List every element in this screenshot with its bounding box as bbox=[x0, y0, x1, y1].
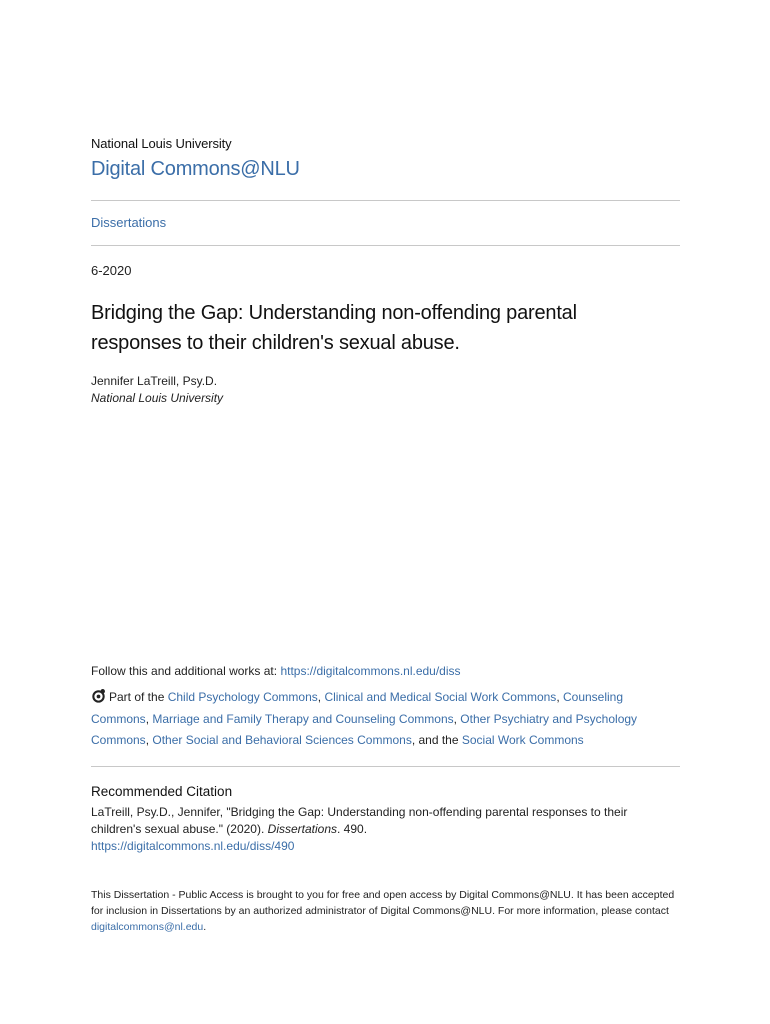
discipline-link[interactable]: Other Psychiatry and Psychology Commons bbox=[91, 711, 638, 747]
discipline-link[interactable]: Clinical and Medical Social Work Commons bbox=[324, 690, 557, 704]
discipline-link[interactable]: Marriage and Family Therapy and Counseling Commons bbox=[152, 711, 454, 726]
author-affiliation: National Louis University bbox=[91, 391, 224, 405]
citation-number: . 490. bbox=[337, 822, 368, 836]
citation-link[interactable]: https://digitalcommons.nl.edu/diss/490 bbox=[91, 839, 295, 853]
citation-text: LaTreill, Psy.D., Jennifer, "Bridging the Gap: Understanding non-offending parental responses to their children's sexual abuse." (2020). bbox=[91, 805, 628, 836]
document-title: Bridging the Gap: Understanding non-offending parental responses to their children's sexual abuse. bbox=[91, 302, 577, 354]
publication-date: 6-2020 bbox=[91, 263, 132, 278]
discipline-link[interactable]: Child Psychology Commons bbox=[167, 690, 318, 704]
separator: , bbox=[145, 733, 153, 747]
discipline-link[interactable]: Counseling Commons bbox=[91, 690, 624, 726]
period: . bbox=[203, 921, 207, 933]
separator: , bbox=[145, 711, 153, 726]
citation-body bbox=[91, 804, 680, 855]
divider bbox=[91, 200, 680, 201]
discipline-link[interactable]: Social Work Commons bbox=[461, 733, 584, 747]
separator: , and the bbox=[411, 733, 462, 747]
citation-series: Dissertations bbox=[267, 822, 338, 836]
separator: , bbox=[556, 690, 563, 704]
institution-name: National Louis University bbox=[91, 136, 232, 151]
collection-link[interactable]: Dissertations bbox=[91, 215, 167, 230]
separator: , bbox=[317, 690, 325, 704]
access-notice-text: This Dissertation - Public Access is brought to you for free and open access by Digital Commons@NLU. It has been accepted for inclusion in Dissertations by an authorized administrator of Digital Commons@NLU. For more information, please contact bbox=[91, 889, 675, 917]
divider bbox=[91, 766, 680, 767]
citation-heading: Recommended Citation bbox=[91, 784, 233, 799]
access-notice bbox=[91, 887, 680, 935]
author-name: Jennifer LaTreill, Psy.D. bbox=[91, 374, 218, 388]
discipline-link[interactable]: Other Social and Behavioral Sciences Commons bbox=[152, 733, 412, 747]
contact-email-link[interactable]: digitalcommons@nl.edu bbox=[91, 921, 204, 933]
follow-line bbox=[91, 664, 461, 678]
part-of-prefix: Part of the bbox=[109, 690, 168, 704]
follow-link[interactable]: https://digitalcommons.nl.edu/diss bbox=[280, 664, 461, 678]
separator: , bbox=[453, 711, 461, 726]
repository-link[interactable]: Digital Commons@NLU bbox=[91, 158, 300, 180]
follow-text: Follow this and additional works at: bbox=[91, 664, 281, 678]
part-of-disciplines bbox=[91, 687, 680, 752]
bepress-network-icon bbox=[91, 688, 106, 703]
divider bbox=[91, 245, 680, 246]
